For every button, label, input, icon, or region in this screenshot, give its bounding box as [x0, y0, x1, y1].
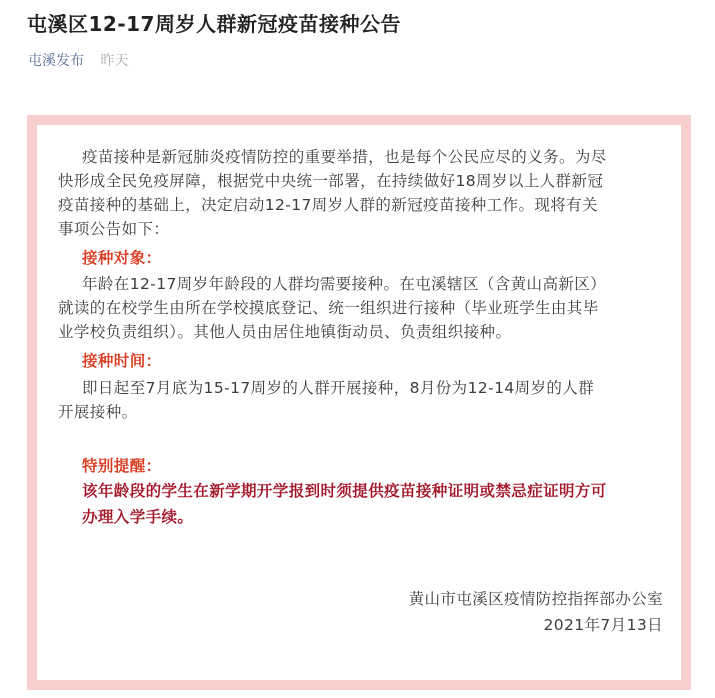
article-meta: [28, 52, 128, 70]
issue-date: 2021年7月13日: [543, 616, 663, 634]
target-line: 业学校负责组织）。其他人员由居住地镇街动员、负责组织接种。: [58, 323, 512, 341]
reminder-line: 办理入学手续。: [82, 508, 194, 526]
reminder-line: 该年龄段的学生在新学期开学报到时须提供疫苗接种证明或禁忌症证明方可: [82, 482, 607, 500]
intro-line: 快形成全民免疫屏障，根据党中央统一部署，在持续做好18周岁以上人群新冠: [58, 172, 604, 190]
reminder-heading: 特别提醒：: [82, 457, 162, 475]
time-line: 即日起至7月底为15-17周岁的人群开展接种，8月份为12-14周岁的人群: [82, 379, 595, 397]
account-name-link[interactable]: 屯溪发布: [28, 53, 84, 69]
target-heading: 接种对象：: [82, 249, 162, 267]
issuer-signature: 黄山市屯溪区疫情防控指挥部办公室: [408, 590, 663, 608]
intro-line: 事项公告如下：: [58, 220, 170, 238]
article-title: 屯溪区12-17周岁人群新冠疫苗接种公告: [27, 12, 401, 36]
target-line: 就读的在校学生由所在学校摸底登记、统一组织进行接种（毕业班学生由其毕: [58, 299, 599, 317]
notice-card: [27, 115, 691, 690]
target-line: 年龄在12-17周岁年龄段的人群均需要接种。在屯溪辖区（含黄山高新区）: [82, 275, 607, 293]
publish-time: 昨天: [100, 53, 129, 69]
time-heading: 接种时间：: [82, 352, 162, 370]
intro-line: 疫苗接种是新冠肺炎疫情防控的重要举措，也是每个公民应尽的义务。为尽: [82, 148, 607, 166]
intro-line: 疫苗接种的基础上，决定启动12-17周岁人群的新冠疫苗接种工作。现将有关: [58, 196, 598, 214]
time-line: 开展接种。: [58, 403, 138, 421]
